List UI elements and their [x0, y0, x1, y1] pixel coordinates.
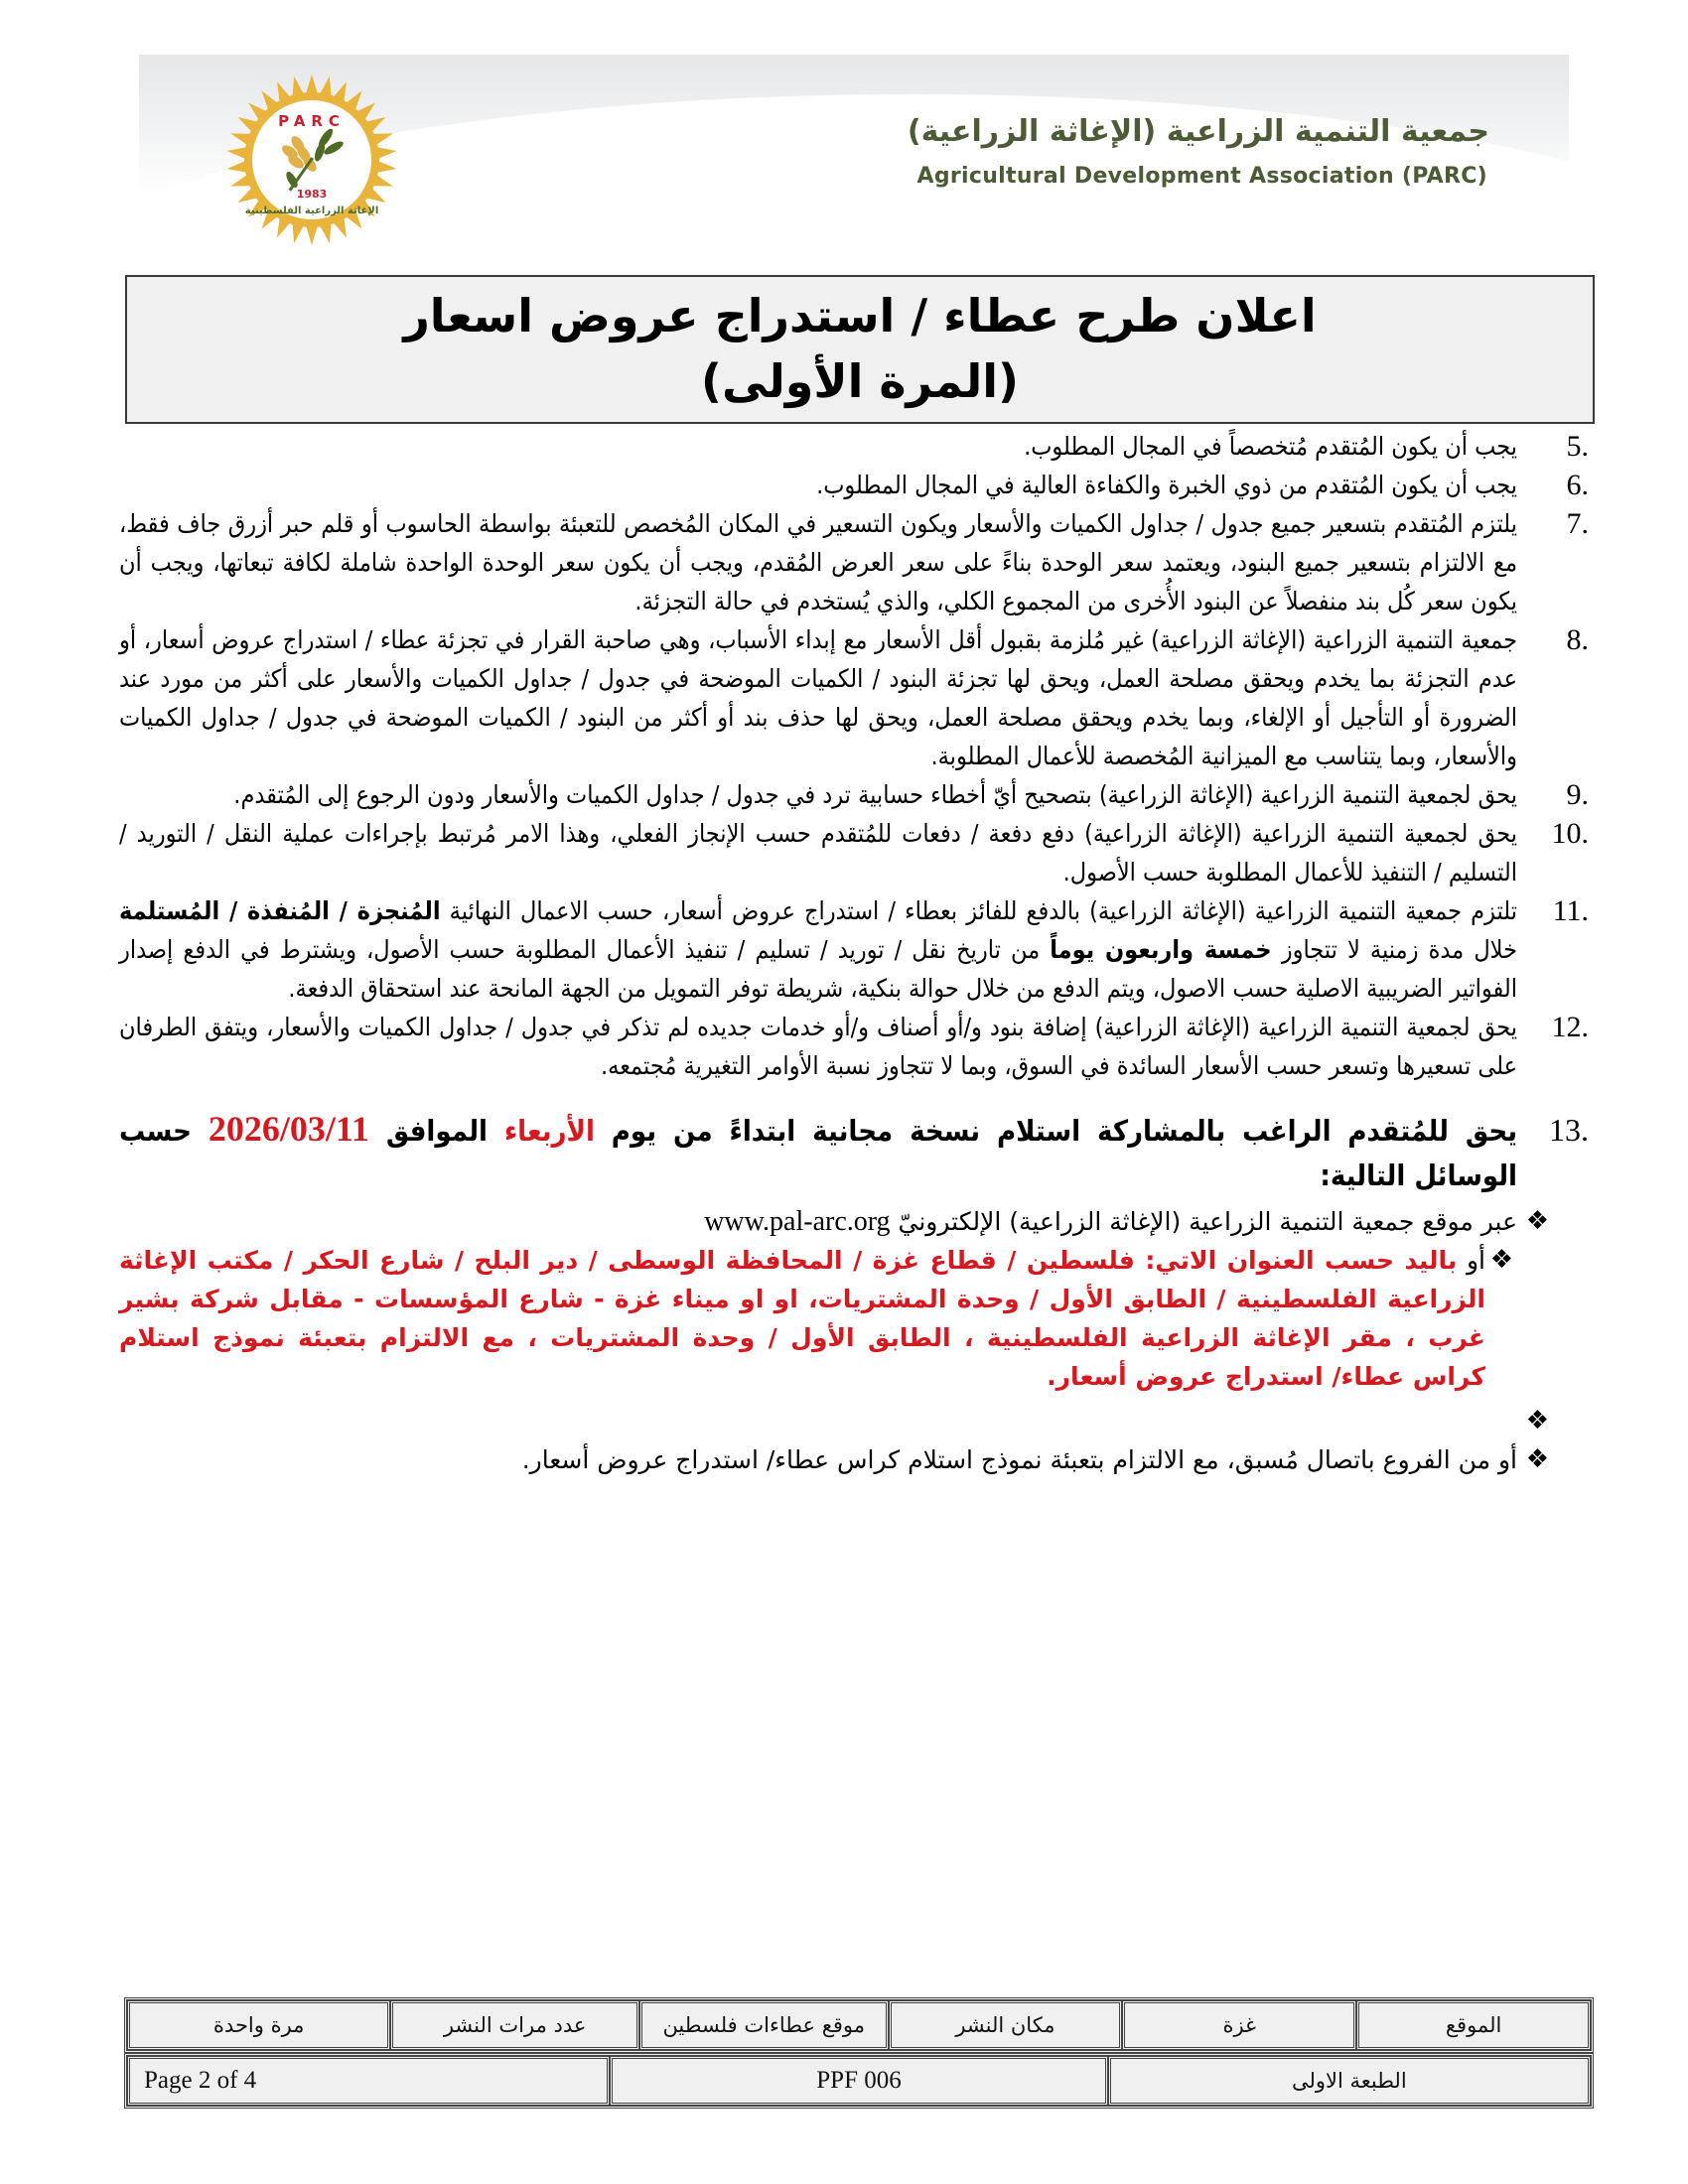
table-row	[127, 2056, 1591, 2106]
item-number: 13.	[1549, 1112, 1589, 1148]
list-item-9	[119, 775, 1589, 814]
list-item-6	[119, 466, 1589, 504]
diamond-bullet-icon: ❖	[1489, 1245, 1513, 1275]
bullet-website	[119, 1202, 1589, 1241]
item-text	[119, 1107, 1517, 1198]
item-number: 6.	[1566, 469, 1589, 501]
item-number: 5.	[1566, 430, 1589, 463]
item-number: 10.	[1551, 817, 1589, 850]
bullet-lead: أو	[1457, 1246, 1486, 1275]
table-cell-location-value: غزة	[1122, 2000, 1356, 2050]
collection-methods	[119, 1202, 1589, 1479]
item-text: يحق لجمعية التنمية الزراعية (الإغاثة الزراعية) دفع دفعة / دفعات للمُتقدم حسب الإنجاز الفعلي، وهذا الامر مُرتبط بإجراءات عملية النقل / التوريد / التسليم / التنفيذ للأعمال المطلوبة حسب الأصول.	[119, 819, 1517, 887]
list-item-5	[119, 427, 1589, 466]
table-cell-publish-count-label: عدد مرات النشر	[390, 2000, 639, 2050]
table-cell-location-label: الموقع	[1356, 2000, 1591, 2050]
table-cell-publish-place-value: موقع عطاءات فلسطين	[639, 2000, 889, 2050]
diamond-bullet-icon: ❖	[1525, 1444, 1549, 1474]
list-item-10	[119, 814, 1589, 891]
form-code-cell: PPF 006	[610, 2056, 1107, 2106]
announcement-title: اعلان طرح عطاء / استدراج عروض اسعار	[403, 289, 1317, 342]
delivery-address: باليد حسب العنوان الاتي: فلسطين / قطاع غزة / المحافظة الوسطى / دير البلح / شارع الحكر / مكتب الإغاثة الزراعية الفلسطينية / الطابق الأول / وحدة المشتريات، او او ميناء غزة - شارع المؤسسات - مقابل شركة بشير غرب ، مقر الإغاثة الزراعية الفلسطينية ، الطابق الأول / وحدة المشتريات ، مع الالتزام بتعبئة نموذج استلام كراس عطاء/ استدراج عروض أسعار.	[119, 1246, 1485, 1391]
organization-name-english: Agricultural Development Association (PARC)	[916, 164, 1487, 189]
document-info-table	[124, 2053, 1594, 2109]
website-label: عبر موقع جمعية التنمية الزراعية (الإغاثة الزراعية) الإلكترونيّ	[890, 1207, 1517, 1236]
item-number: 11.	[1552, 894, 1589, 927]
item-text-part: خلال مدة زمنية لا تتجاوز	[1271, 935, 1517, 964]
svg-text:الإغاثة الزراعية الفلسطينية: الإغاثة الزراعية الفلسطينية	[244, 205, 379, 216]
list-item-11	[119, 891, 1589, 1008]
table-cell-publish-count-value: مرة واحدة	[127, 2000, 390, 2050]
bullet-text: أو من الفروع باتصال مُسبق، مع الالتزام بتعبئة نموذج استلام كراس عطاء/ استدراج عروض أسعار.	[521, 1445, 1517, 1474]
parc-logo-icon	[226, 74, 397, 245]
item-text: جمعية التنمية الزراعية (الإغاثة الزراعية) غير مُلزمة بقبول أقل الأسعار مع إبداء الأسباب، وهي صاحبة القرار في تجزئة عطاء / استدراج عروض أسعار، أو عدم التجزئة بما يخدم ويحقق مصلحة العمل، ويحق لها تجزئة البنود / الكميات الموضحة في جدول / جداول الكميات والأسعار على أكثر من مورد عند الضرورة أو التأجيل أو الإلغاء، وبما يخدم ويحقق مصلحة العمل، ويحق لها حذف بند أو أكثر من البنود / الكميات الموضحة في جدول / جداول الكميات والأسعار، وبما يتناسب مع الميزانية المُخصصة للأعمال المطلوبة.	[119, 625, 1517, 770]
diamond-bullet-icon: ❖	[1525, 1406, 1549, 1435]
website-link[interactable]: www.pal-arc.org	[704, 1206, 891, 1237]
item-text: يحق لجمعية التنمية الزراعية (الإغاثة الزراعية) إضافة بنود و/أو أصناف و/أو خدمات جديده لم تذكر في جدول / جداول الكميات والأسعار، ويتفق الطرفان على تسعيرها وتسعر حسب الأسعار السائدة في السوق، وبما لا تتجاوز نسبة الأوامر التغيرية مُجتمعه.	[119, 1013, 1517, 1080]
item-text: يجب أن يكون المُتقدم مُتخصصاً في المجال المطلوب.	[1024, 432, 1517, 461]
completion-status-emphasis: المُنجزة / المُنفذة / المُستلمة	[119, 896, 441, 925]
item-text-part: من تاريخ نقل / توريد / تسليم / تنفيذ الأعمال المطلوبة حسب الأصول، ويشترط في الدفع إصدار الفواتير الضريبية الاصلية حسب الاصول، ويتم الدفع من خلال حوالة بنكية، شريطة توفر التمويل من الجهة المانحة عند استحقاق الدفعة.	[119, 935, 1517, 1003]
list-item-8	[119, 620, 1589, 775]
item-text: يجب أن يكون المُتقدم من ذوي الخبرة والكفاءة العالية في المجال المطلوب.	[816, 471, 1517, 499]
list-item-7	[119, 504, 1589, 620]
item-number: 8.	[1566, 623, 1589, 656]
bullet-address	[119, 1241, 1589, 1396]
item-text: يحق لجمعية التنمية الزراعية (الإغاثة الزراعية) بتصحيح أيّ أخطاء حسابية ترد في جدول / جداول الكميات والأسعار ودون الرجوع إلى المُتقدم.	[233, 780, 1517, 809]
payment-deadline-emphasis: خمسة واربعون يوماً	[1050, 935, 1272, 964]
item-text-part: تلتزم جمعية التنمية الزراعية (الإغاثة الزراعية) بالدفع للفائز بعطاء / استدراج عروض أسعار، حسب الاعمال النهائية	[440, 896, 1517, 925]
edition-cell: الطبعة الاولى	[1108, 2056, 1591, 2106]
item-number: 9.	[1566, 778, 1589, 811]
publication-info-table	[124, 1997, 1594, 2053]
item-text-part: الموافق	[368, 1114, 504, 1148]
bullet-text	[119, 1246, 1485, 1391]
page-number-cell: Page 2 of 4	[127, 2056, 610, 2106]
table-cell-publish-place-label: مكان النشر	[889, 2000, 1123, 2050]
item-text-part: يحق للمُتقدم الراغب بالمشاركة استلام نسخة مجانية ابتداءً من يوم	[594, 1114, 1517, 1148]
table-row	[127, 2000, 1591, 2050]
svg-text:PARC: PARC	[278, 112, 346, 130]
list-item-12	[119, 1008, 1589, 1085]
item-number: 12.	[1551, 1011, 1589, 1043]
svg-text:1983: 1983	[296, 188, 328, 201]
organization-name-arabic: جمعية التنمية الزراعية (الإغاثة الزراعية)	[907, 114, 1489, 149]
diamond-bullet-icon: ❖	[1525, 1206, 1549, 1236]
item-number: 7.	[1566, 507, 1589, 540]
item-text: يلتزم المُتقدم بتسعير جميع جدول / جداول الكميات والأسعار ويكون التسعير في المكان المُخصص للتعبئة بواسطة الحاسوب أو قلم حبر أزرق جاف فقط، مع الالتزام بتسعير جميع البنود، ويعتمد سعر الوحدة بناءً على سعر العرض المُقدم، ويجب أن يكون سعر الوحدة الواحدة شاملة لكافة تبعاتها، ويجب أن يكون سعر كُل بند منفصلاً عن البنود الأُخرى من المجموع الكلي، والذي يُستخدم في حالة التجزئة.	[119, 509, 1517, 615]
announcement-subtitle: (المرة الأولى)	[700, 354, 1020, 408]
item-text	[119, 891, 1517, 1008]
letterhead-banner	[139, 55, 1569, 258]
start-date: 2026/03/11	[208, 1109, 369, 1149]
bullet-branches	[119, 1440, 1589, 1479]
bullet-text	[704, 1207, 1517, 1236]
item-text-part: حسب الوسائل التالية:	[119, 1114, 1517, 1192]
bullet-empty	[119, 1402, 1589, 1440]
start-day: الأربعاء	[503, 1114, 595, 1148]
terms-list	[119, 427, 1589, 1479]
announcement-title-box	[125, 275, 1595, 424]
list-item-13	[119, 1107, 1589, 1198]
